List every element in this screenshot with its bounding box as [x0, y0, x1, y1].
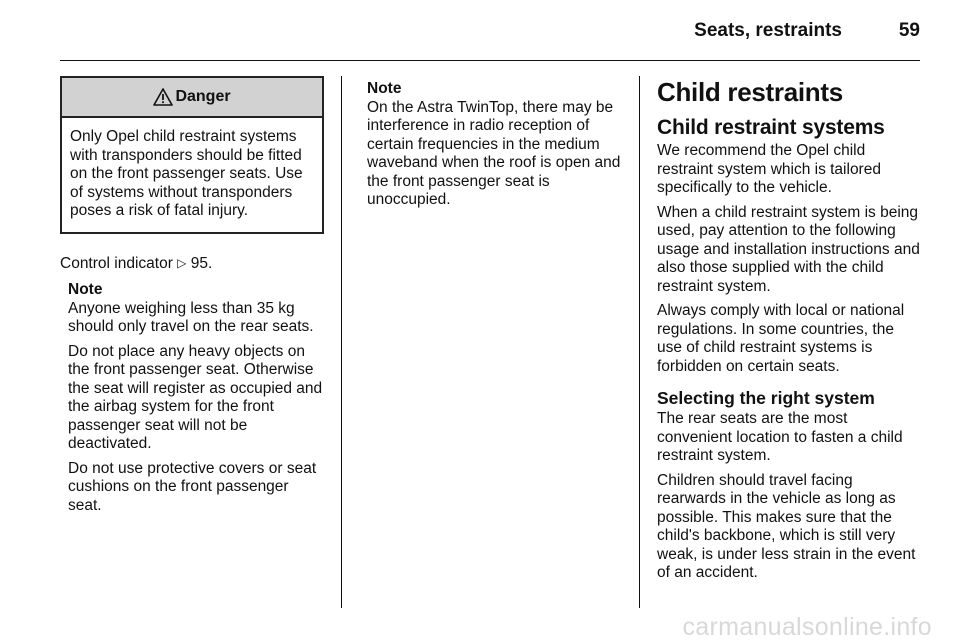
- body-paragraph: When a child restraint system is being used, pay attention to the following usage and installation instructions and also those supplied with the child restraint system.: [657, 203, 920, 295]
- note-title: Note: [367, 80, 402, 97]
- column-right: [657, 78, 920, 589]
- column-left: [60, 76, 324, 521]
- note-paragraph: Do not use protective covers or seat cushions on the front passenger seat.: [68, 459, 317, 514]
- subsection-heading: Selecting the right system: [657, 388, 875, 408]
- watermark: carmanualsonline.info: [682, 613, 932, 641]
- column-divider-2: [639, 76, 640, 608]
- crossref-arrow-icon: ▷: [177, 255, 187, 270]
- page-header: [60, 18, 920, 58]
- header-title: Seats, restraints: [694, 20, 842, 41]
- danger-header: [62, 78, 322, 118]
- page-number: 59: [898, 20, 920, 41]
- column-middle: [367, 80, 625, 216]
- body-paragraph: We recommend the Opel child restraint system which is tailored specifically to the vehicle.: [657, 142, 881, 196]
- note-paragraph: Do not place any heavy objects on the front passenger seat. Otherwise the seat will register as occupied and the airbag system for the front passenger seat will not be deactivated.: [68, 342, 323, 452]
- header-rule: [60, 60, 920, 61]
- body-paragraph: Children should travel facing rearwards in the vehicle as long as possible. This makes sure that the child's backbone, which is still very weak, is under less strain in the event of an accident.: [657, 471, 916, 581]
- body-paragraph: The rear seats are the most convenient location to fasten a child restraint system.: [657, 410, 903, 464]
- control-indicator-label: Control indicator: [60, 254, 173, 272]
- danger-text: Only Opel child restraint systems with transponders should be fitted on the front passenger seats. Use of systems without transponders poses a risk of fatal injury.: [70, 128, 303, 219]
- warning-triangle-icon: [153, 88, 173, 106]
- note-title: Note: [68, 281, 103, 298]
- section-heading: Child restraints: [657, 77, 843, 107]
- note-paragraph: On the Astra TwinTop, there may be interference in radio reception of certain frequencies in the medium waveband when the roof is open and the front passenger seat is unoccupied.: [367, 98, 621, 208]
- danger-box: [60, 76, 324, 234]
- control-indicator: [60, 254, 324, 274]
- section-subheading: Child restraint systems: [657, 116, 885, 139]
- note-paragraph: Anyone weighing less than 35 kg should only travel on the rear seats.: [68, 299, 314, 335]
- control-indicator-link[interactable]: 95.: [190, 254, 213, 272]
- body-paragraph: Always comply with local or national regulations. In some countries, the use of child restraint systems is forbidden on certain seats.: [657, 302, 905, 375]
- note-block-1: [60, 281, 324, 515]
- column-divider-1: [341, 76, 342, 608]
- danger-label: Danger: [175, 87, 231, 105]
